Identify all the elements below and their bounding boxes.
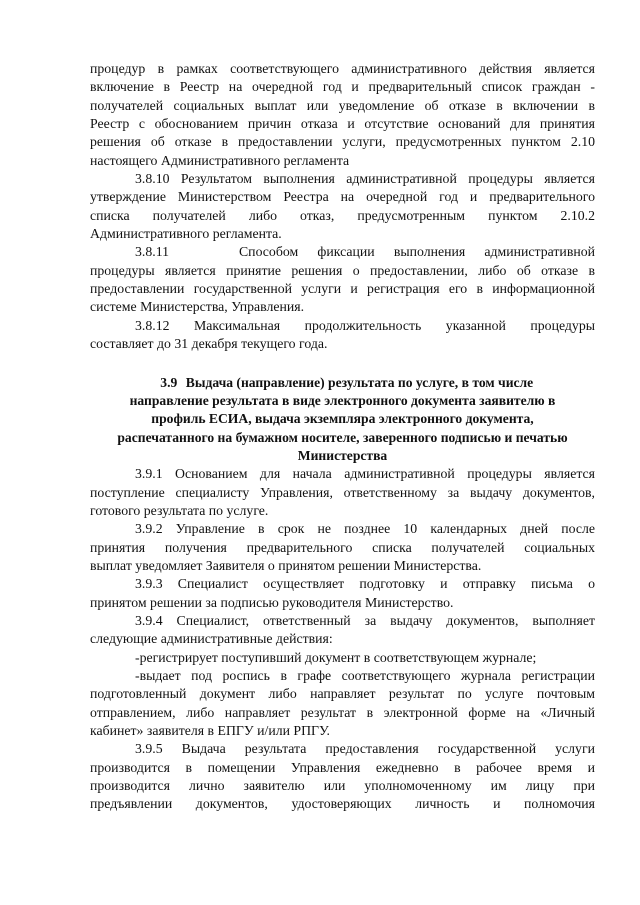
text-line: получателей социальных выплат или уведомление об отказе в включении в xyxy=(90,97,595,113)
paragraph-3-8-12 xyxy=(90,317,595,354)
text-line: системе Министерства, Управления. xyxy=(90,299,305,315)
text-line: утверждение Министерством Реестра на очередной год и предварительного xyxy=(90,189,595,205)
text-line: включение в Реестр на очередной год и предварительный список граждан - xyxy=(90,79,595,95)
text-line: принятом решении за подписью руководителя Министерство. xyxy=(90,594,454,610)
heading-line: профиль ЕСИА, выдача экземпляра электронного документа, xyxy=(151,411,534,427)
paragraph-3-8-10 xyxy=(90,170,595,243)
heading-line xyxy=(90,374,595,392)
paragraph-3-9-1 xyxy=(90,465,595,520)
intro-paragraph xyxy=(90,60,595,170)
heading-line: распечатанного на бумажном носителе, заверенного подписью и печатью xyxy=(117,429,568,445)
list-item: -выдает под роспись в графе соответствующего журнала регистрации xyxy=(135,668,595,683)
text-line: поступление специалисту Управления, ответственному за выдачу документов, xyxy=(90,484,595,500)
text-line: 3.8.12 Максимальная продолжительность указанной процедуры xyxy=(135,317,595,333)
heading-text: Выдача (направление) результата по услуге, в том числе xyxy=(185,374,534,390)
text-line: производится в помещении Управления ежедневно в рабочее время и xyxy=(90,759,595,775)
heading-line: Министерства xyxy=(297,447,388,463)
text-line: предъявлении документов, удостоверяющих личность и полномочия xyxy=(90,796,595,812)
text-line: 3.9.2 Управление в срок не позднее 10 календарных дней после xyxy=(135,521,595,537)
list-item: -регистрирует поступивший документ в соответствующем журнале; xyxy=(135,649,537,665)
paragraph-3-8-11 xyxy=(90,243,595,316)
text-line: составляет до 31 декабря текущего года. xyxy=(90,336,328,352)
document-page xyxy=(90,60,595,814)
paragraph-3-9-2 xyxy=(90,520,595,575)
text-line: процедуры является принятие решения о предоставлении, либо об отказе в xyxy=(90,262,595,278)
text-line: подготовленный документ либо направляет результат по услуге почтовым xyxy=(90,686,595,702)
text-line: 3.9.4 Специалист, ответственный за выдачу документов, выполняет xyxy=(135,612,595,628)
text-line: следующие административные действия: xyxy=(90,631,333,647)
text-line: 3.9.5 Выдача результата предоставления государственной услуги xyxy=(135,741,595,757)
paragraph-3-9-5 xyxy=(90,740,595,813)
text-line xyxy=(90,243,595,261)
text-line: 3.9.1 Основанием для начала административной процедуры является xyxy=(135,466,595,482)
paragraph-number: 3.8.11 xyxy=(135,244,169,260)
text-line: решения об отказе в предоставлении услуги, предусмотренных пунктом 2.10 xyxy=(90,134,595,150)
section-heading-3-9 xyxy=(90,374,595,466)
text-line: Административного регламента. xyxy=(90,226,282,242)
text-line: 3.8.10 Результатом выполнения административной процедуры является xyxy=(135,171,595,187)
text-line: предоставлении государственной услуги и регистрация его в информационной xyxy=(90,281,595,297)
text-line: готового результата по услуге. xyxy=(90,502,269,518)
heading-line: направление результата в виде электронного документа заявителю в xyxy=(129,392,556,408)
text-fragment: Способом фиксации выполнения административной xyxy=(238,244,595,260)
text-line: производится лично заявителю или уполномоченному им лицу при xyxy=(90,778,595,794)
paragraph-3-9-4 xyxy=(90,612,595,740)
text-line: кабинет» заявителя в ЕПГУ и/или РПГУ. xyxy=(90,723,331,739)
text-line: процедур в рамках соответствующего административного действия является xyxy=(90,61,595,76)
text-line: выплат уведомляет Заявителя о принятом решении Министерства. xyxy=(90,557,482,573)
text-line: списка получателей либо отказ, предусмотренным пунктом 2.10.2 xyxy=(90,207,595,223)
paragraph-3-9-3 xyxy=(90,575,595,612)
text-line: настоящего Административного регламента xyxy=(90,152,350,168)
text-line: Реестр с обоснованием причин отказа и отсутствие оснований для принятия xyxy=(90,116,595,132)
text-line: 3.9.3 Специалист осуществляет подготовку и отправку письма о xyxy=(135,576,595,592)
text-line: отправлением, либо направляет результат в электронной форме на «Личный xyxy=(90,704,595,720)
text-line: принятия получения предварительного списка получателей социальных xyxy=(90,539,595,555)
section-number: 3.9 xyxy=(160,374,178,390)
